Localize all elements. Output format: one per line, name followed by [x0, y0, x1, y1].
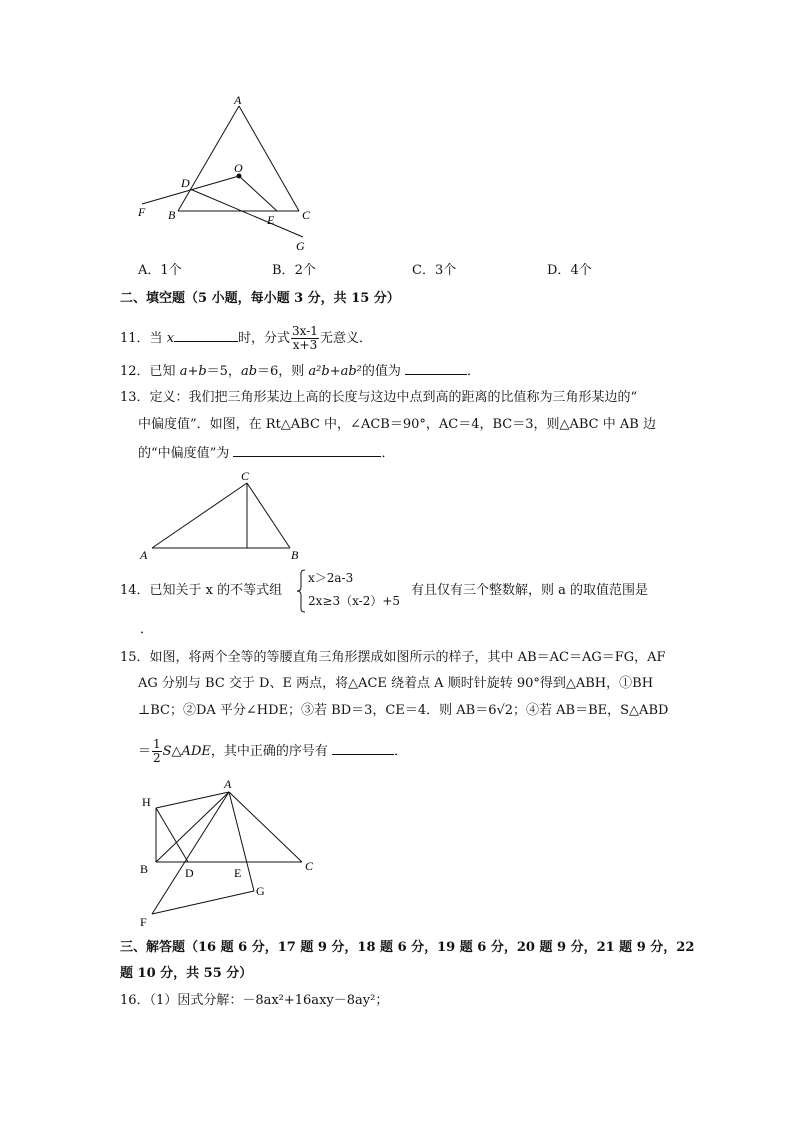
label-D: D [181, 176, 190, 190]
section-heading-3: 三、解答题（16 题 6 分，17 题 9 分，18 题 6 分，19 题 6 分，20 题 9 分，21 题 9 分，22 [120, 940, 695, 955]
label-E: E [267, 213, 275, 227]
edge-AC [152, 483, 247, 548]
edge-AC [229, 792, 302, 862]
edge-BC [247, 483, 290, 548]
label-A: A [140, 548, 148, 562]
edge-AG [229, 792, 254, 891]
question-14-cont: 有且仅有三个整数解，则 a 的取值范围是 [411, 583, 649, 598]
option-c[interactable]: C．3个 [412, 263, 457, 278]
label-A: A [224, 777, 232, 791]
edge-AF [152, 792, 229, 914]
question-14: 14．已知关于 x 的不等式组 [120, 583, 283, 598]
label-O: O [234, 161, 243, 175]
answer-blank-12[interactable] [405, 361, 467, 375]
label-E: E [234, 866, 242, 880]
fraction-half: $\frac{1}{2}$ [153, 737, 161, 765]
question-11: 11．当 x 时，分式 $\frac{3x-1}{x+3}$ 无意义． [120, 324, 372, 352]
label-C: C [241, 469, 250, 483]
answer-blank-13[interactable] [233, 443, 381, 457]
segment-OE [239, 176, 277, 211]
question-13-line3: 的“中偏度值”为 ． [138, 443, 394, 463]
segment-HD [156, 808, 188, 862]
figure-q13 [135, 466, 310, 564]
label-D: D [185, 866, 194, 880]
question-12: 12．已知 a+b＝5，ab＝6，则 a²b+ab²的值为 ． [120, 361, 480, 381]
label-C: C [302, 208, 311, 222]
question-15-line1: 15．如图，将两个全等的等腰直角三角形摆成如图所示的样子，其中 AB＝AC＝AG＝FG，AF [120, 650, 666, 665]
edge-AH [156, 792, 229, 808]
question-14-end: ． [140, 622, 154, 637]
label-C: C [305, 859, 314, 873]
question-15-line3: ⊥BC；②DA 平分∠HDE；③若 BD＝3，CE＝4．则 AB＝6√2；④若 AB＝BE，S△ABD [138, 703, 669, 718]
label-H: H [142, 795, 151, 809]
line-FO [142, 176, 239, 204]
edge-FG [152, 891, 254, 914]
option-a[interactable]: A．1个 [138, 263, 182, 278]
section-heading-3-cont: 题 10 分，共 55 分） [120, 966, 253, 981]
label-G: G [296, 239, 305, 252]
question-13-line2: 中偏度值”．如图，在 Rt△ABC 中，∠ACB＝90°，AC＝4，BC＝3，则△ABC 中 AB 边 [138, 417, 656, 432]
figure-q10 [130, 92, 320, 252]
option-d[interactable]: D．4个 [547, 263, 592, 278]
edge-AC [239, 106, 299, 211]
question-16: 16．（1）因式分解：－8ax²+16axy－8ay²； [120, 993, 389, 1008]
brace-icon [296, 569, 306, 613]
label-A: A [234, 93, 242, 107]
answer-blank-11[interactable] [174, 328, 238, 342]
inequality-1: x＞2a-3 [308, 571, 354, 585]
fraction-11: $\frac{3x-1}{x+3}$ [292, 324, 318, 352]
question-15-line4: ＝ $\frac{1}{2}$ S△ADE，其中正确的序号有 ． [138, 737, 408, 765]
section-heading-2: 二、填空题（5 小题，每小题 3 分，共 15 分） [120, 291, 400, 306]
answer-blank-15[interactable] [332, 741, 394, 755]
label-B: B [291, 548, 299, 562]
option-b[interactable]: B．2个 [272, 263, 316, 278]
label-F: F [140, 915, 147, 929]
inequality-system [296, 569, 408, 613]
figure-q15 [132, 770, 332, 930]
question-13-line1: 13．定义：我们把三角形某边上高的长度与这边中点到高的距离的比值称为三角形某边的“ [120, 390, 638, 405]
label-B: B [168, 208, 176, 222]
label-B: B [140, 862, 149, 876]
question-15-line2: AG 分别与 BC 交于 D、E 两点，将△ACE 绕着点 A 顺时针旋转 90°得到△ABH，①BH [138, 676, 654, 691]
edge-AB [178, 106, 239, 211]
line-DG [190, 189, 303, 237]
inequality-2: 2x≥3（x-2）+5 [308, 594, 401, 608]
label-G: G [256, 884, 265, 898]
label-F: F [138, 205, 146, 219]
